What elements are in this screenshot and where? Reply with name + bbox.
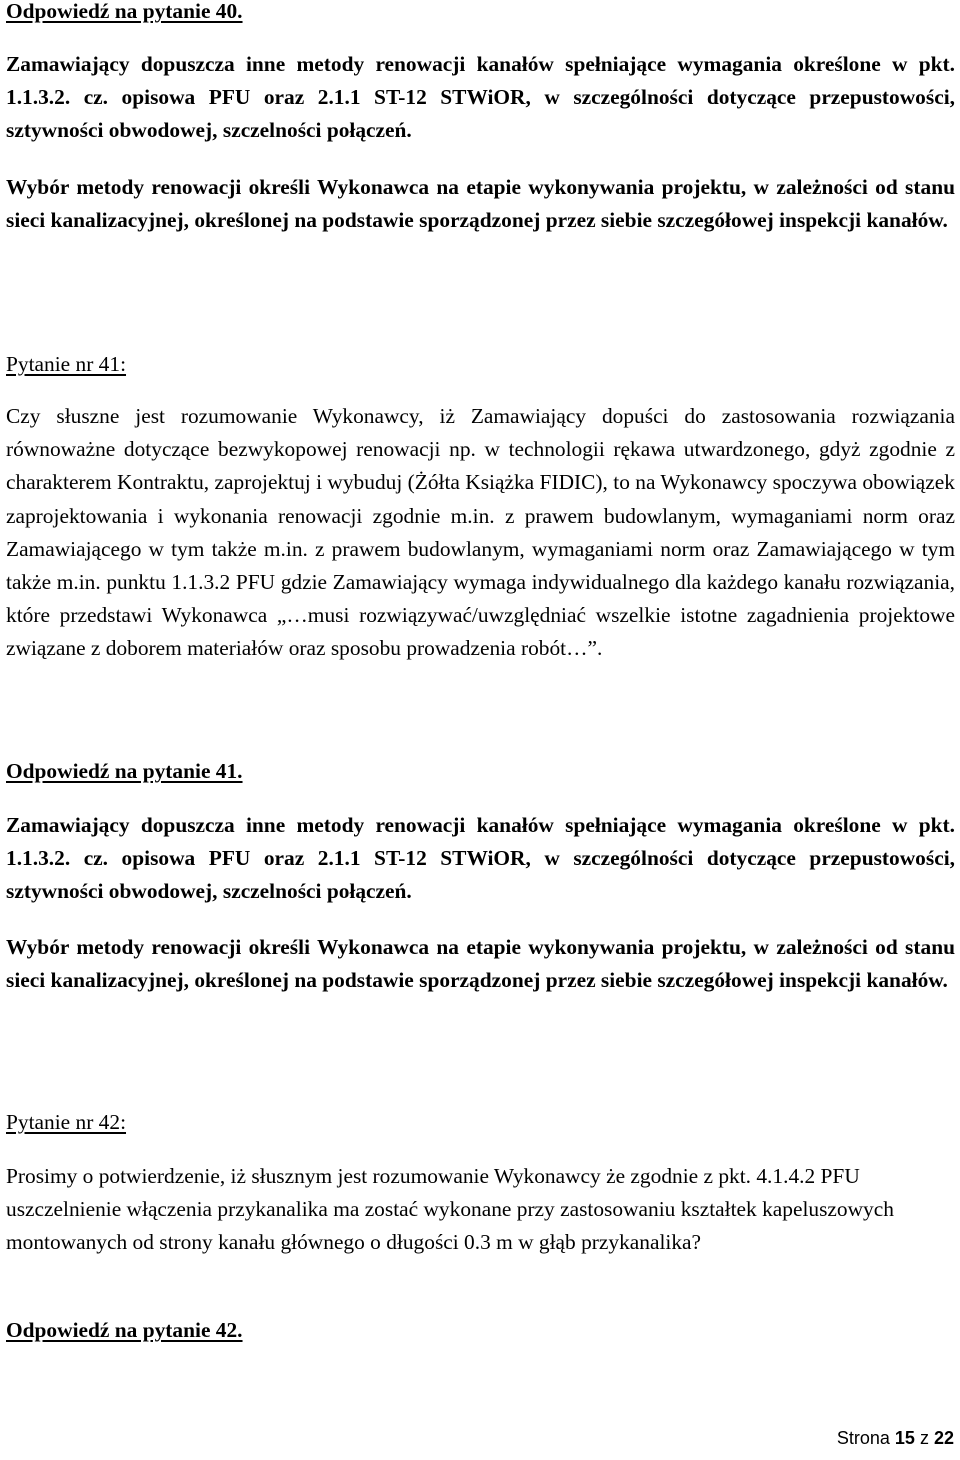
answer-41-heading: Odpowiedź na pytanie 41. [6,759,243,783]
page-label: Strona [836,1428,890,1448]
question-42-heading: Pytanie nr 42: [6,1110,127,1134]
question-41-heading: Pytanie nr 41: [6,352,127,376]
answer-41-paragraph-2: Wybór metody renowacji określi Wykonawca na etapie wykonywania projektu, w zależności od stanu sieci kanalizacyjnej, określonej na podstawie sporządzonej przez siebie szczegółowej inspekcji kanałów. [6,935,955,993]
answer-41-paragraph-1: Zamawiający dopuszcza inne metody renowacji kanałów spełniające wymagania określone w pkt. 1.1.3.2. cz. opisowa PFU oraz 2.1.1 ST-12 STWiOR, w szczególności dotyczące przepustowości, sztywności obwodowej, szczelności połączeń. [6,813,955,904]
total-pages-number: 22 [933,1428,954,1448]
answer-40-paragraph-1: Zamawiający dopuszcza inne metody renowacji kanałów spełniające wymagania określone w pkt. 1.1.3.2. cz. opisowa PFU oraz 2.1.1 ST-12 STWiOR, w szczególności dotyczące przepustowości, sztywności obwodowej, szczelności połączeń. [6,52,955,143]
answer-40-heading: Odpowiedź na pytanie 40. [6,0,243,23]
question-42-body: Prosimy o potwierdzenie, iż słusznym jest rozumowanie Wykonawcy że zgodnie z pkt. 4.1.4.2 PFU uszczelnienie włączenia przykanalika ma zostać wykonane przy zastosowaniu kształtek kapeluszowych montowanych od strony kanału głównego o długości 0.3 m w głąb przykanalika? [6,1164,894,1255]
answer-40-paragraph-2: Wybór metody renowacji określi Wykonawca na etapie wykonywania projektu, w zależności od stanu sieci kanalizacyjnej, określonej na podstawie sporządzonej przez siebie szczegółowej inspekcji kanałów. [6,175,955,233]
page-number-footer [837,1428,954,1449]
answer-42-heading: Odpowiedź na pytanie 42. [6,1318,243,1342]
question-41-body: Czy słuszne jest rozumowanie Wykonawcy, iż Zamawiający dopuści do zastosowania rozwiązania równoważne dotyczące bezwykopowej renowacji np. w technologii rękawa utwardzonego, gdyż zgodnie z charakterem Kontraktu, zaprojektuj i wybuduj (Żółta Książka FIDIC), to na Wykonawcy spoczywa obowiązek zaprojektowania i wykonania renowacji zgodnie m.in. z prawem budowlanym, wymaganiami norm oraz Zamawiającego w tym także m.in. z prawem budowlanym, wymaganiami norm oraz Zamawiającego w tym także m.in. punktu 1.1.3.2 PFU gdzie Zamawiający wymaga indywidualnego dla każdego kanału rozwiązania, które przedstawi Wykonawca „…musi rozwiązywać/uwzględniać wszelkie istotne zagadnienia projektowe związane z doborem materiałów oraz sposobu prowadzenia robót…”. [6,404,955,661]
current-page-number: 15 [894,1428,915,1448]
page-separator: z [919,1428,929,1448]
